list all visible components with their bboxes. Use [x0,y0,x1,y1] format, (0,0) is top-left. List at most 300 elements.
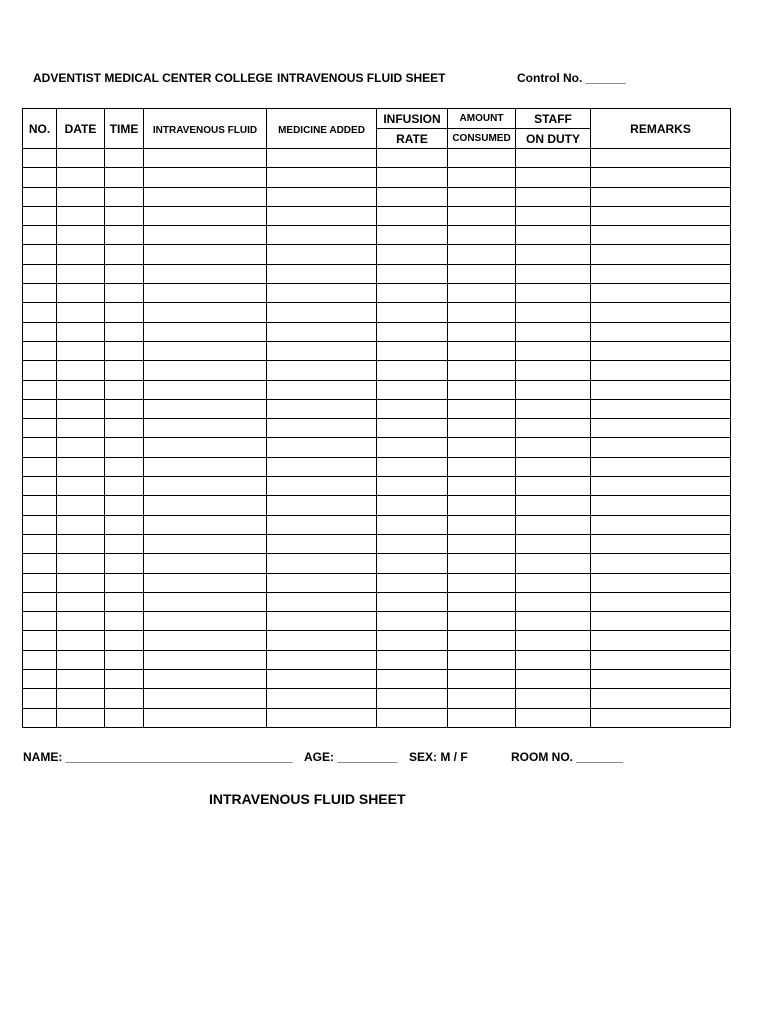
table-cell[interactable] [23,149,57,168]
col-header-medicine-added: MEDICINE ADDED [267,109,377,149]
table-cell[interactable] [105,168,144,187]
table-cell[interactable] [591,515,731,534]
table-cell[interactable] [105,457,144,476]
table-cell[interactable] [448,631,516,650]
table-cell[interactable] [105,361,144,380]
table-cell[interactable] [591,689,731,708]
table-cell[interactable] [377,361,448,380]
table-cell[interactable] [377,534,448,553]
table-row [23,341,731,360]
table-cell[interactable] [57,708,105,727]
table-cell[interactable] [144,708,267,727]
table-row [23,245,731,264]
table-cell[interactable] [591,554,731,573]
table-cell[interactable] [377,226,448,245]
table-cell[interactable] [267,650,377,669]
table-cell[interactable] [57,689,105,708]
table-cell[interactable] [105,689,144,708]
table-cell[interactable] [57,457,105,476]
table-cell[interactable] [23,457,57,476]
table-cell[interactable] [23,187,57,206]
table-cell[interactable] [105,573,144,592]
table-cell[interactable] [23,708,57,727]
table-cell[interactable] [516,226,591,245]
table-cell[interactable] [516,399,591,418]
table-cell[interactable] [377,284,448,303]
table-row [23,573,731,592]
table-cell[interactable] [377,380,448,399]
table-cell[interactable] [516,149,591,168]
table-cell[interactable] [377,149,448,168]
table-cell[interactable] [267,264,377,283]
table-cell[interactable] [516,496,591,515]
table-cell[interactable] [144,554,267,573]
table-cell[interactable] [448,168,516,187]
col-header-no: NO. [23,109,57,149]
table-cell[interactable] [144,612,267,631]
table-cell[interactable] [23,612,57,631]
table-row [23,419,731,438]
table-cell[interactable] [144,496,267,515]
table-cell[interactable] [144,689,267,708]
table-cell[interactable] [591,477,731,496]
table-cell[interactable] [57,149,105,168]
table-cell[interactable] [23,631,57,650]
table-cell[interactable] [448,592,516,611]
table-cell[interactable] [591,303,731,322]
table-cell[interactable] [23,264,57,283]
table-cell[interactable] [377,650,448,669]
table-cell[interactable] [267,341,377,360]
table-cell[interactable] [267,187,377,206]
table-cell[interactable] [23,168,57,187]
table-cell[interactable] [516,573,591,592]
table-cell[interactable] [516,708,591,727]
table-cell[interactable] [516,534,591,553]
table-cell[interactable] [448,380,516,399]
table-cell[interactable] [448,708,516,727]
table-cell[interactable] [23,245,57,264]
table-cell[interactable] [377,303,448,322]
table-cell[interactable] [591,322,731,341]
table-cell[interactable] [516,438,591,457]
table-cell[interactable] [448,554,516,573]
table-cell[interactable] [144,380,267,399]
table-cell[interactable] [377,670,448,689]
table-cell[interactable] [591,457,731,476]
table-cell[interactable] [57,399,105,418]
table-cell[interactable] [57,264,105,283]
table-cell[interactable] [105,187,144,206]
table-cell[interactable] [591,438,731,457]
table-cell[interactable] [591,149,731,168]
table-cell[interactable] [23,380,57,399]
table-cell[interactable] [144,245,267,264]
table-cell[interactable] [57,496,105,515]
table-cell[interactable] [23,284,57,303]
table-cell[interactable] [57,303,105,322]
table-cell[interactable] [448,670,516,689]
table-cell[interactable] [591,670,731,689]
table-cell[interactable] [144,149,267,168]
table-cell[interactable] [105,554,144,573]
table-cell[interactable] [516,322,591,341]
table-cell[interactable] [23,515,57,534]
table-cell[interactable] [267,168,377,187]
table-cell[interactable] [144,573,267,592]
table-cell[interactable] [57,650,105,669]
table-cell[interactable] [377,399,448,418]
table-cell[interactable] [516,284,591,303]
table-cell[interactable] [448,245,516,264]
table-cell[interactable] [23,206,57,225]
table-cell[interactable] [267,612,377,631]
table-cell[interactable] [23,670,57,689]
table-cell[interactable] [448,438,516,457]
table-cell[interactable] [23,322,57,341]
table-cell[interactable] [57,592,105,611]
table-cell[interactable] [105,245,144,264]
col-header-time: TIME [105,109,144,149]
table-cell[interactable] [591,284,731,303]
table-row [23,650,731,669]
table-cell[interactable] [267,534,377,553]
table-cell[interactable] [448,149,516,168]
table-cell[interactable] [267,457,377,476]
table-cell[interactable] [516,689,591,708]
col-header-date: DATE [57,109,105,149]
table-cell[interactable] [57,361,105,380]
table-cell[interactable] [105,438,144,457]
room-number-field[interactable]: ROOM NO. _______ [511,750,624,764]
table-cell[interactable] [448,341,516,360]
table-cell[interactable] [591,380,731,399]
table-cell[interactable] [377,168,448,187]
table-cell[interactable] [23,438,57,457]
table-cell[interactable] [591,573,731,592]
table-cell[interactable] [23,477,57,496]
table-cell[interactable] [57,284,105,303]
table-cell[interactable] [267,245,377,264]
table-cell[interactable] [267,515,377,534]
table-cell[interactable] [516,457,591,476]
table-cell[interactable] [516,245,591,264]
table-cell[interactable] [591,187,731,206]
table-cell[interactable] [267,573,377,592]
table-cell[interactable] [23,341,57,360]
table-cell[interactable] [591,341,731,360]
table-cell[interactable] [57,187,105,206]
table-cell[interactable] [448,264,516,283]
table-cell[interactable] [57,322,105,341]
table-cell[interactable] [377,592,448,611]
table-cell[interactable] [448,612,516,631]
table-cell[interactable] [23,592,57,611]
table-cell[interactable] [267,670,377,689]
table-cell[interactable] [267,303,377,322]
table-cell[interactable] [23,226,57,245]
table-cell[interactable] [23,361,57,380]
table-cell[interactable] [377,689,448,708]
table-cell[interactable] [516,187,591,206]
table-cell[interactable] [591,264,731,283]
table-cell[interactable] [105,264,144,283]
table-cell[interactable] [105,631,144,650]
table-cell[interactable] [144,168,267,187]
table-cell[interactable] [448,187,516,206]
table-cell[interactable] [144,515,267,534]
table-cell[interactable] [105,303,144,322]
table-cell[interactable] [516,592,591,611]
table-cell[interactable] [377,573,448,592]
iv-fluid-table [22,108,731,728]
table-cell[interactable] [377,438,448,457]
table-cell[interactable] [516,515,591,534]
col-header-amount: AMOUNT [448,109,516,129]
table-cell[interactable] [516,206,591,225]
table-cell[interactable] [144,322,267,341]
table-row [23,554,731,573]
table-cell[interactable] [144,341,267,360]
patient-sex-field[interactable]: SEX: M / F [409,750,468,764]
table-cell[interactable] [105,206,144,225]
table-cell[interactable] [591,206,731,225]
col-header-remarks: REMARKS [591,109,731,149]
table-cell[interactable] [267,149,377,168]
table-cell[interactable] [591,226,731,245]
table-row [23,708,731,727]
table-cell[interactable] [144,303,267,322]
table-cell[interactable] [448,226,516,245]
table-cell[interactable] [516,168,591,187]
table-cell[interactable] [267,477,377,496]
table-cell[interactable] [105,322,144,341]
patient-name-field[interactable]: NAME: __________________________________ [23,750,293,764]
table-cell[interactable] [448,650,516,669]
table-cell[interactable] [23,419,57,438]
table-row [23,438,731,457]
table-row [23,515,731,534]
table-cell[interactable] [267,708,377,727]
table-cell[interactable] [105,477,144,496]
table-cell[interactable] [377,419,448,438]
table-cell[interactable] [377,496,448,515]
table-cell[interactable] [267,689,377,708]
table-cell[interactable] [105,612,144,631]
table-cell[interactable] [144,361,267,380]
table-cell[interactable] [105,650,144,669]
table-row [23,168,731,187]
table-cell[interactable] [105,708,144,727]
control-number-field[interactable]: Control No. ______ [517,71,626,85]
table-cell[interactable] [591,631,731,650]
table-row [23,631,731,650]
table-cell[interactable] [57,245,105,264]
table-row [23,303,731,322]
table-cell[interactable] [57,168,105,187]
table-cell[interactable] [448,303,516,322]
table-cell[interactable] [448,322,516,341]
table-cell[interactable] [591,245,731,264]
table-cell[interactable] [57,380,105,399]
table-cell[interactable] [267,226,377,245]
table-cell[interactable] [448,206,516,225]
table-cell[interactable] [267,554,377,573]
table-cell[interactable] [105,515,144,534]
table-cell[interactable] [144,650,267,669]
table-cell[interactable] [57,631,105,650]
table-cell[interactable] [377,322,448,341]
table-cell[interactable] [57,438,105,457]
patient-age-field[interactable]: AGE: _________ [304,750,398,764]
table-cell[interactable] [377,554,448,573]
table-cell[interactable] [105,149,144,168]
table-cell[interactable] [105,419,144,438]
table-cell[interactable] [516,477,591,496]
table-cell[interactable] [591,496,731,515]
table-cell[interactable] [57,534,105,553]
table-cell[interactable] [57,670,105,689]
table-cell[interactable] [448,284,516,303]
table-cell[interactable] [377,631,448,650]
table-cell[interactable] [377,341,448,360]
table-cell[interactable] [23,650,57,669]
table-cell[interactable] [448,689,516,708]
table-cell[interactable] [516,650,591,669]
table-cell[interactable] [377,457,448,476]
table-cell[interactable] [144,631,267,650]
table-cell[interactable] [591,534,731,553]
table-cell[interactable] [448,361,516,380]
table-cell[interactable] [591,419,731,438]
table-cell[interactable] [377,612,448,631]
table-cell[interactable] [516,631,591,650]
table-cell[interactable] [105,380,144,399]
table-cell[interactable] [448,399,516,418]
table-cell[interactable] [57,419,105,438]
table-cell[interactable] [105,399,144,418]
table-cell[interactable] [57,612,105,631]
table-cell[interactable] [448,419,516,438]
table-cell[interactable] [448,457,516,476]
table-cell[interactable] [144,399,267,418]
table-cell[interactable] [57,226,105,245]
table-cell[interactable] [267,322,377,341]
table-cell[interactable] [105,670,144,689]
table-cell[interactable] [267,284,377,303]
table-cell[interactable] [57,515,105,534]
table-cell[interactable] [448,534,516,553]
table-cell[interactable] [267,419,377,438]
table-cell[interactable] [144,264,267,283]
table-cell[interactable] [516,361,591,380]
col-header-consumed: CONSUMED [448,129,516,149]
table-cell[interactable] [516,419,591,438]
table-cell[interactable] [57,206,105,225]
table-cell[interactable] [267,592,377,611]
table-cell[interactable] [57,341,105,360]
table-cell[interactable] [105,592,144,611]
table-cell[interactable] [267,380,377,399]
table-cell[interactable] [105,496,144,515]
table-cell[interactable] [516,612,591,631]
table-cell[interactable] [23,303,57,322]
table-cell[interactable] [377,515,448,534]
table-cell[interactable] [591,612,731,631]
table-cell[interactable] [144,419,267,438]
table-cell[interactable] [267,438,377,457]
bottom-sheet-title: INTRAVENOUS FLUID SHEET [209,791,406,807]
table-cell[interactable] [267,631,377,650]
table-cell[interactable] [591,168,731,187]
table-cell[interactable] [267,206,377,225]
table-cell[interactable] [516,341,591,360]
table-cell[interactable] [448,573,516,592]
table-cell[interactable] [23,399,57,418]
table-cell[interactable] [377,245,448,264]
table-cell[interactable] [57,477,105,496]
table-cell[interactable] [267,399,377,418]
table-cell[interactable] [591,650,731,669]
table-cell[interactable] [144,592,267,611]
table-cell[interactable] [144,670,267,689]
table-cell[interactable] [57,573,105,592]
table-cell[interactable] [516,264,591,283]
table-cell[interactable] [448,515,516,534]
table-cell[interactable] [591,592,731,611]
table-cell[interactable] [377,206,448,225]
table-cell[interactable] [516,554,591,573]
table-cell[interactable] [591,708,731,727]
table-cell[interactable] [448,496,516,515]
table-cell[interactable] [516,380,591,399]
table-row [23,361,731,380]
sheet-title: INTRAVENOUS FLUID SHEET [277,71,446,85]
table-cell[interactable] [144,226,267,245]
table-cell[interactable] [144,457,267,476]
table-cell[interactable] [377,477,448,496]
table-cell[interactable] [144,206,267,225]
table-cell[interactable] [23,534,57,553]
table-cell[interactable] [57,554,105,573]
table-cell[interactable] [144,187,267,206]
table-cell[interactable] [267,496,377,515]
table-cell[interactable] [377,708,448,727]
table-cell[interactable] [516,303,591,322]
table-cell[interactable] [377,187,448,206]
table-cell[interactable] [105,534,144,553]
table-cell[interactable] [144,284,267,303]
table-cell[interactable] [144,534,267,553]
table-cell[interactable] [105,226,144,245]
col-header-intravenous-fluid: INTRAVENOUS FLUID [144,109,267,149]
table-cell[interactable] [23,689,57,708]
table-cell[interactable] [267,361,377,380]
table-cell[interactable] [105,341,144,360]
col-header-rate: RATE [377,129,448,149]
table-cell[interactable] [591,399,731,418]
table-cell[interactable] [516,670,591,689]
table-cell[interactable] [23,496,57,515]
table-cell[interactable] [377,264,448,283]
table-cell[interactable] [591,361,731,380]
table-cell[interactable] [144,438,267,457]
table-cell[interactable] [448,477,516,496]
table-cell[interactable] [105,284,144,303]
table-cell[interactable] [23,554,57,573]
table-cell[interactable] [144,477,267,496]
table-cell[interactable] [23,573,57,592]
